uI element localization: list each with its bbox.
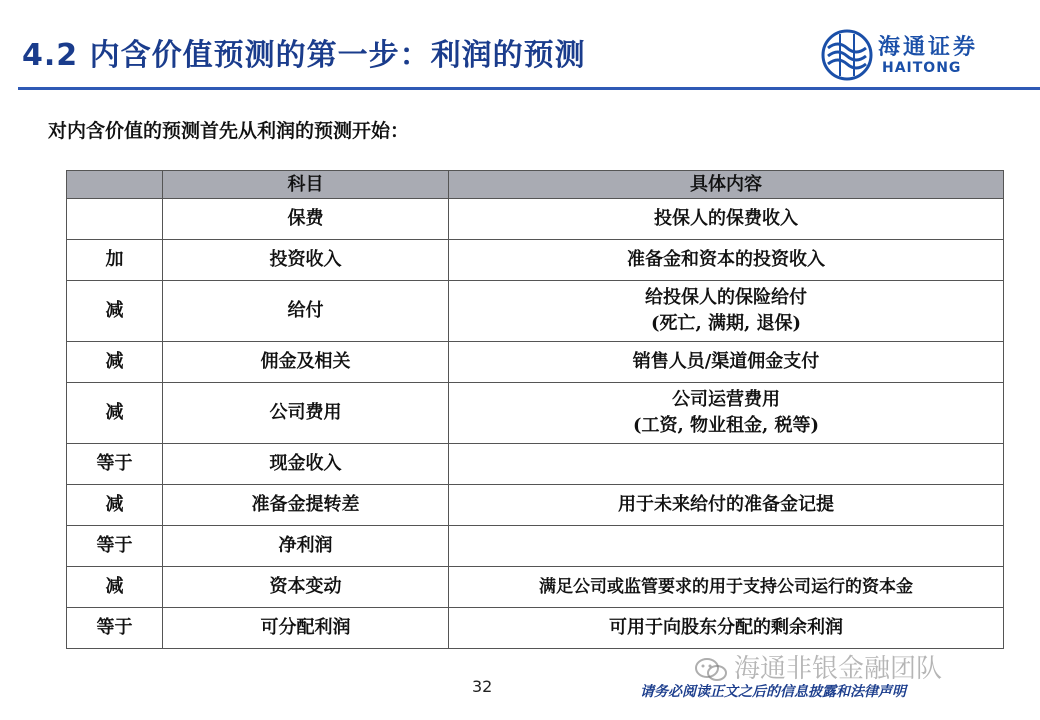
row-item: 现金收入 xyxy=(163,444,449,485)
row-sign: 减 xyxy=(67,342,163,383)
table-row xyxy=(67,526,1004,567)
row-desc-line: 公司运营费用 xyxy=(672,389,780,410)
row-item: 净利润 xyxy=(163,526,449,567)
row-desc-line: (工资, 物业租金, 税等) xyxy=(632,415,820,436)
row-desc-line: 给投保人的保险给付 xyxy=(645,287,807,308)
row-item: 投资收入 xyxy=(163,240,449,281)
disclaimer-text: 请务必阅读正文之后的信息披露和法律声明 xyxy=(640,684,906,700)
header-sign xyxy=(67,171,163,199)
profit-projection-table xyxy=(66,170,1004,649)
watermark-text: 海通非银金融团队 xyxy=(734,654,943,684)
header-desc: 具体内容 xyxy=(449,171,1004,199)
row-sign: 加 xyxy=(67,240,163,281)
row-sign: 减 xyxy=(67,485,163,526)
row-item: 佣金及相关 xyxy=(163,342,449,383)
row-item: 保费 xyxy=(163,199,449,240)
table-row xyxy=(67,608,1004,649)
row-item: 给付 xyxy=(163,281,449,342)
row-sign: 减 xyxy=(67,281,163,342)
row-desc xyxy=(449,444,1004,485)
table-row xyxy=(67,342,1004,383)
haitong-logo xyxy=(820,28,1010,84)
table-row xyxy=(67,567,1004,608)
table-row xyxy=(67,281,1004,342)
row-desc xyxy=(449,383,1004,444)
row-desc: 可用于向股东分配的剩余利润 xyxy=(449,608,1004,649)
row-item: 准备金提转差 xyxy=(163,485,449,526)
row-desc: 投保人的保费收入 xyxy=(449,199,1004,240)
table-row xyxy=(67,444,1004,485)
intro-text: 对内含价值的预测首先从利润的预测开始： xyxy=(48,120,410,142)
header-item: 科目 xyxy=(163,171,449,199)
page-number: 32 xyxy=(472,677,493,696)
row-item: 可分配利润 xyxy=(163,608,449,649)
table-header-row xyxy=(67,171,1004,199)
row-item: 公司费用 xyxy=(163,383,449,444)
row-sign: 等于 xyxy=(67,526,163,567)
logo-text-en: HAITONG xyxy=(882,60,962,76)
row-sign: 等于 xyxy=(67,608,163,649)
logo-text-cn: 海通证券 xyxy=(878,34,979,60)
slide-title: 4.2 内含价值预测的第一步：利润的预测 xyxy=(22,38,586,73)
table-row xyxy=(67,383,1004,444)
row-desc-line: (死亡, 满期, 退保) xyxy=(650,313,802,334)
row-desc xyxy=(449,526,1004,567)
table-row xyxy=(67,485,1004,526)
wechat-watermark xyxy=(694,648,942,685)
row-desc xyxy=(449,281,1004,342)
row-desc: 销售人员/渠道佣金支付 xyxy=(449,342,1004,383)
row-sign: 减 xyxy=(67,567,163,608)
table-row xyxy=(67,199,1004,240)
row-sign: 等于 xyxy=(67,444,163,485)
row-desc: 准备金和资本的投资收入 xyxy=(449,240,1004,281)
wechat-icon xyxy=(694,656,728,684)
row-sign: 减 xyxy=(67,383,163,444)
row-desc: 满足公司或监管要求的用于支持公司运行的资本金 xyxy=(449,567,1004,608)
haitong-emblem-icon xyxy=(820,28,874,82)
table-row xyxy=(67,240,1004,281)
row-sign xyxy=(67,199,163,240)
row-item: 资本变动 xyxy=(163,567,449,608)
row-desc: 用于未来给付的准备金记提 xyxy=(449,485,1004,526)
title-divider xyxy=(18,87,1040,90)
